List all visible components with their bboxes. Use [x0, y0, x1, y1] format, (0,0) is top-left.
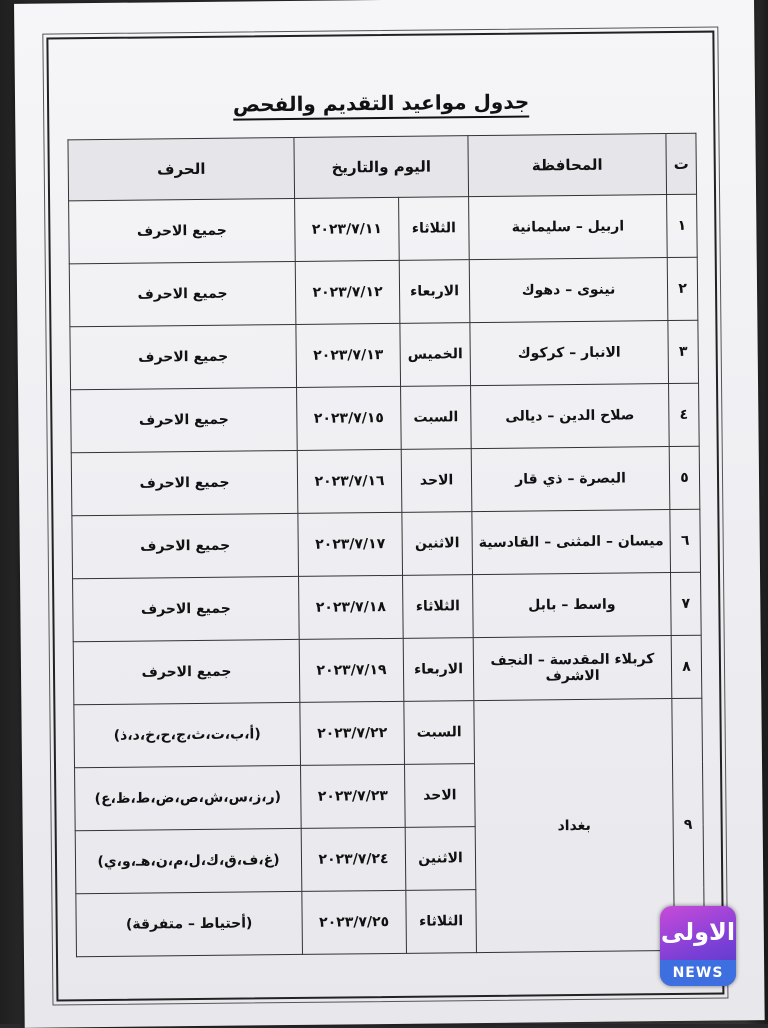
row-day: الاثنين — [402, 512, 473, 576]
row-day: الاحد — [401, 449, 472, 513]
row-day: الاربعاء — [403, 638, 474, 702]
row-number: ٥ — [669, 446, 700, 509]
row-date: ٢٠٢٣/٧/١٣ — [296, 323, 401, 387]
schedule-table — [67, 133, 705, 958]
row-letters: جميع الاحرف — [69, 261, 296, 326]
row-governorate: كربلاء المقدسة – النجف الاشرف — [473, 636, 672, 701]
table-row — [70, 320, 699, 390]
news-watermark — [660, 906, 736, 986]
row-letters: (غ،ف،ق،ك،ل،م،ن،هـ،و،ي) — [75, 828, 302, 893]
row-number: ٧ — [671, 572, 702, 635]
paper-sheet — [14, 0, 765, 1028]
row-letters: جميع الاحرف — [71, 450, 298, 515]
row-day: الثلاثاء — [399, 197, 470, 261]
row-letters: جميع الاحرف — [70, 324, 297, 389]
row-letters: جميع الاحرف — [73, 639, 300, 704]
row-date: ٢٠٢٣/٧/١٢ — [295, 260, 400, 324]
table-header-row — [68, 133, 697, 201]
row-letters: (أحتياط – متفرقة) — [76, 891, 303, 956]
row-number: ٩ — [672, 698, 705, 950]
row-date: ٢٠٢٣/٧/١٨ — [299, 575, 404, 639]
row-date: ٢٠٢٣/٧/١٧ — [298, 512, 403, 576]
row-date: ٢٠٢٣/٧/١٦ — [297, 449, 402, 513]
row-number: ١ — [667, 194, 698, 257]
header-letters: الحرف — [68, 137, 295, 200]
row-letters: (ر،ز،س،ش،ص،ض،ط،ظ،ع) — [75, 765, 302, 830]
row-date: ٢٠٢٣/٧/٢٤ — [301, 827, 406, 891]
row-date: ٢٠٢٣/٧/١٥ — [297, 386, 402, 450]
row-number: ٤ — [669, 383, 700, 446]
row-governorate: نينوى – دهوك — [469, 258, 668, 323]
row-date: ٢٠٢٣/٧/١٩ — [299, 638, 404, 702]
header-governorate: المحافظة — [468, 134, 667, 197]
table-row-baghdad — [74, 698, 703, 768]
row-day: الثلاثاء — [406, 890, 477, 954]
table-row — [71, 383, 700, 453]
table-row — [73, 572, 702, 642]
row-governorate: صلاح الدين – ديالى — [471, 384, 670, 449]
row-letters: جميع الاحرف — [69, 198, 296, 263]
row-letters: جميع الاحرف — [73, 576, 300, 641]
row-number: ٣ — [668, 320, 699, 383]
table-row — [69, 257, 698, 327]
row-date: ٢٠٢٣/٧/١١ — [295, 197, 400, 261]
header-number: ت — [666, 133, 697, 194]
header-day-date: اليوم والتاريخ — [294, 136, 469, 199]
watermark-logo: الاولى — [660, 918, 736, 946]
row-letters: جميع الاحرف — [71, 387, 298, 452]
table-row — [71, 446, 700, 516]
row-date: ٢٠٢٣/٧/٢٣ — [301, 764, 406, 828]
row-number: ٢ — [667, 257, 698, 320]
row-day: السبت — [401, 386, 472, 450]
row-governorate: الانبار – كركوك — [470, 321, 669, 386]
table-row — [72, 509, 701, 579]
row-governorate: ميسان – المثنى – القادسية — [472, 510, 671, 575]
row-letters: (أ،ب،ت،ث،ج،ح،خ،د،ذ) — [74, 702, 301, 767]
row-number: ٨ — [671, 635, 702, 698]
document-title-text: جدول مواعيد التقديم والفحص — [233, 89, 530, 120]
row-day: الاثنين — [405, 827, 476, 891]
table-row — [73, 635, 702, 705]
watermark-news-label: NEWS — [660, 960, 736, 986]
row-letters: جميع الاحرف — [72, 513, 299, 578]
page-border — [46, 31, 724, 1002]
row-day: الاحد — [405, 764, 476, 828]
row-day: الثلاثاء — [403, 575, 474, 639]
row-governorate: بغداد — [474, 699, 675, 953]
row-date: ٢٠٢٣/٧/٢٥ — [302, 890, 407, 954]
row-day: الخميس — [400, 323, 471, 387]
table-row — [69, 194, 698, 264]
document-title — [49, 88, 713, 119]
row-date: ٢٠٢٣/٧/٢٢ — [300, 701, 405, 765]
row-number: ٦ — [670, 509, 701, 572]
row-governorate: واسط – بابل — [473, 573, 672, 638]
schedule-body — [69, 194, 705, 957]
row-day: السبت — [404, 701, 475, 765]
row-day: الاربعاء — [399, 260, 470, 324]
row-governorate: البصرة – ذي قار — [471, 447, 670, 512]
row-governorate: اربيل – سليمانية — [469, 195, 668, 260]
